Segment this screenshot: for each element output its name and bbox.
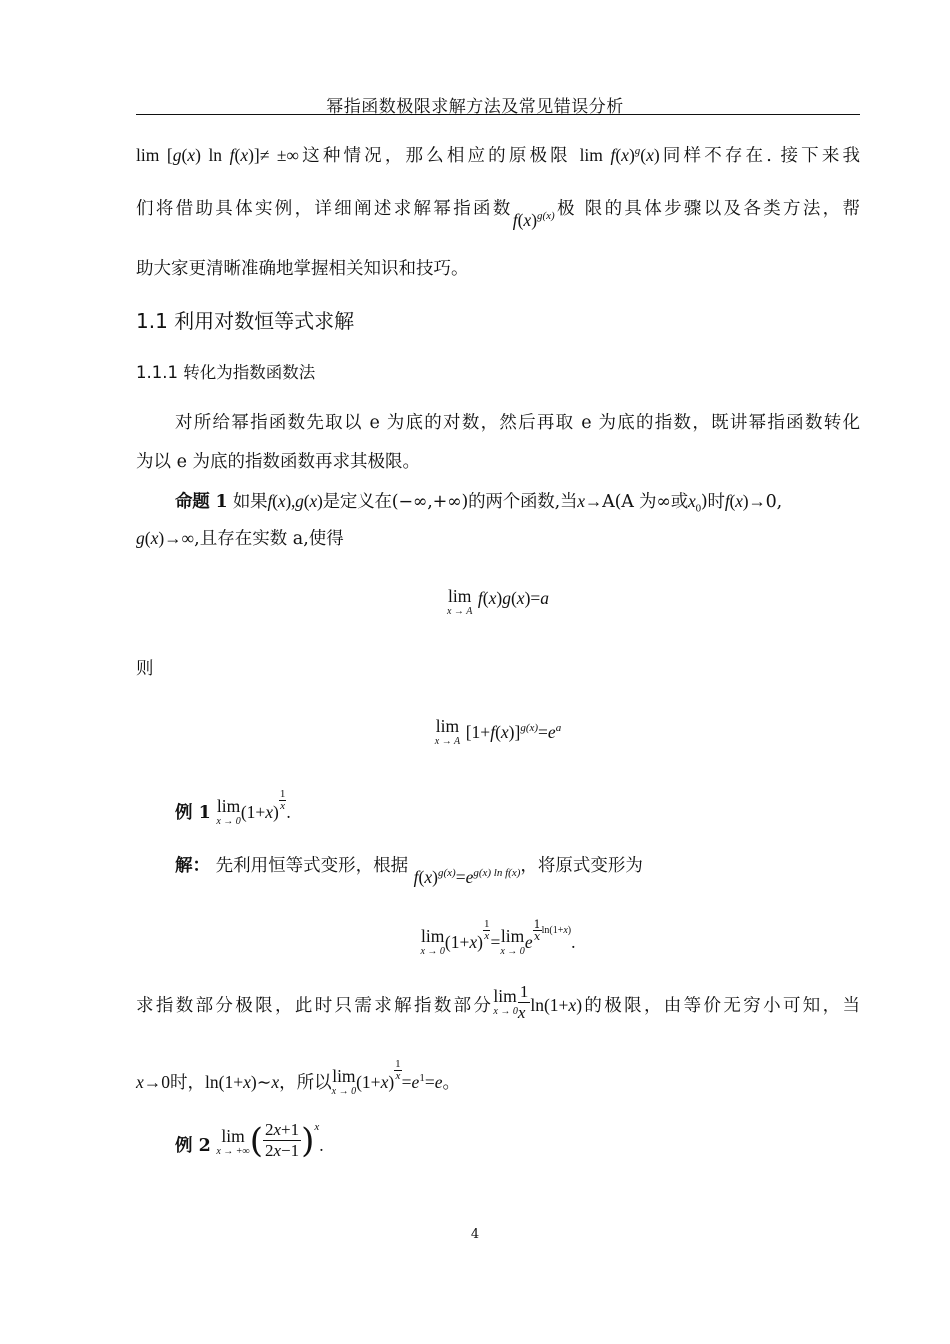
proposition-text: )时 (700, 492, 725, 512)
intro-line-2: 们将借助具体实例，详细阐述求解幂指函数$f(x)^{g(x)}$极 限的具体步骤以及各类方法，帮 (136, 198, 861, 230)
proposition-label: 命题 1 (175, 492, 228, 512)
intro-text: 们将借助具体实例，详细阐述求解幂指函数 (136, 198, 513, 219)
intro-line-1 (136, 139, 860, 168)
formula-proposition-result: lim x → A $[1+f(x)]^{g(x)}=e^a$ (434, 716, 562, 747)
header-rule (136, 114, 860, 115)
intro-line-3: 助大家更清晰准确地掌握相关知识和技巧。 (136, 259, 469, 279)
solution-text: 先利用恒等式变形，根据 (215, 855, 409, 876)
formula-transform: lim x → 0 (1+x) $^{\frac{1}{x}}$ =lim x → 0 e $^{\frac{1}{x} ln(1+x)}$. (420, 917, 576, 957)
method-line-1: 对所给幂指函数先取以 e 为底的对数，然后再取 e 为底的指数，既讲幂指函数转化 (175, 413, 860, 433)
formula-lim-g-ln-f: lim [g(x) ln f(x)]≠ ±∞ (136, 144, 299, 165)
step-text: 。 (442, 1072, 460, 1093)
example-2: 例 2 lim x → +∞ ( $\frac{2x+1}{2x-1}$ )$^x$. (175, 1120, 324, 1161)
intro-text: 这种情况，那么相应的原极限 (298, 145, 571, 166)
subsection-heading: 1.1.1 转化为指数函数法 (136, 363, 316, 382)
solution-text: ，将原式变形为 (520, 855, 643, 876)
formula-lim-f-pow-g: $\lim f(x)^g(x)$ (579, 144, 660, 165)
example-1-step-2: x→0时，ln(1+x)∼x，所以lim x → 0 (1+x) $^{\frac{1}{x}}$ $=e^1=e$。 (136, 1057, 460, 1097)
step-text: 求指数部分极限，此时只需求解指数部分 (136, 996, 494, 1016)
proposition-text: 如果 (232, 492, 268, 512)
proposition-text: 0, (765, 492, 782, 512)
running-header: 幂指函数极限求解方法及常见错误分析 (326, 97, 624, 117)
method-line-2: 为以 e 为底的指数函数再求其极限。 (136, 452, 420, 472)
proposition-text: A(A 为∞或 (602, 492, 688, 512)
step-text: ，所以 (279, 1072, 332, 1093)
step-text: 时， (170, 1072, 206, 1093)
proposition-text: ,且存在实数 a,使得 (194, 529, 344, 549)
formula-identity: $f(x)^{g(x)}=e^{g(x) ln f(x)}$ (413, 866, 521, 887)
intro-text: 同样不存在. 接下来我 (659, 145, 861, 166)
page-number: 4 (470, 1227, 480, 1242)
solution-label: 解： (175, 855, 210, 876)
example-1-step-1: 求指数部分极限，此时只需求解指数部分lim x → 0 $\frac{1}{x}$ ln(1+x)的极限，由等价无穷小可知，当 (136, 982, 861, 1022)
then-word: 则 (136, 659, 154, 679)
formula-proposition-condition: lim x → A f(x)g(x)=a (446, 586, 550, 617)
proposition-line-1: 命题 1 如果f(x),g(x)是定义在(−∞,+∞)的两个函数,当x→A(A 为∞或$x_0$)时f(x)→0, (175, 491, 782, 515)
formula-f-pow-g: f (512, 209, 518, 230)
proposition-line-2: g(x)→∞,且存在实数 a,使得 (136, 528, 344, 549)
example-1-solution (175, 849, 860, 887)
intro-text: 极 限的具体步骤以及各类方法，帮 (554, 198, 861, 219)
proposition-text: 是定义在(−∞,+∞)的两个函数,当 (322, 492, 578, 512)
step-text: 的极限，由等价无穷小可知，当 (582, 996, 861, 1016)
example-2-label: 例 2 (175, 1136, 211, 1156)
section-heading: 1.1 利用对数恒等式求解 (136, 309, 355, 333)
example-1-label: 例 1 (175, 802, 211, 823)
example-1: 例 1 lim x → 0 (1+x) $^{\frac{1}{x}}$ . (175, 787, 291, 827)
